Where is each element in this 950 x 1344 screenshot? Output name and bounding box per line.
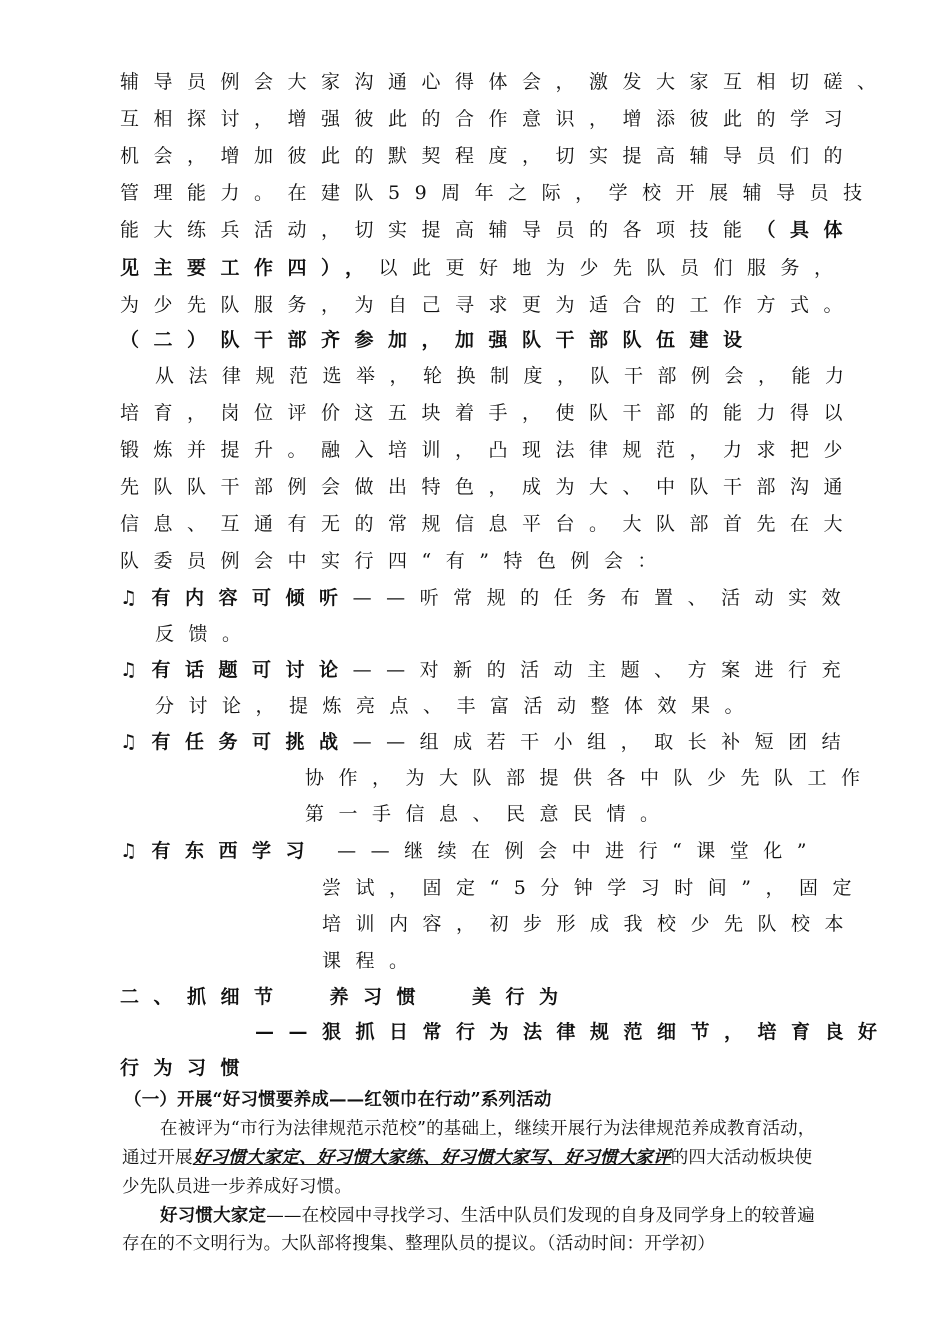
s2-line-2: 培育，岗位评价这五块着手，使队干部的能力得以 — [120, 402, 858, 424]
item-text-cont: 协作，为大队部提供各中队少先队工作 — [305, 767, 875, 789]
list-item — [120, 658, 855, 682]
p1-line-5-bold: （具体 — [756, 219, 858, 241]
s2-line-1: 从法律规范选举，轮换制度，队干部例会，能力 — [155, 365, 859, 387]
p1-line-7: 为少先队服务，为自己寻求更为适合的工作方式。 — [120, 294, 858, 316]
p1-line-4: 管理能力。在建队59周年之际，学校开展辅导员技 — [120, 182, 877, 204]
para-line: 存在的不文明行为。大队部将搜集、整理队员的提议。（活动时间：开学初） — [122, 1234, 716, 1254]
p1-line-6-text: 以此更好地为少先队员们服务， — [378, 257, 848, 279]
list-item — [120, 730, 855, 754]
item-text-cont: 分讨论，提炼亮点、丰富活动整体效果。 — [155, 695, 759, 717]
para-text: ——在校园中寻找学习、生活中队员们发现的自身及同学身上的较普遍 — [266, 1206, 815, 1226]
sub-heading: （一）开展“好习惯要养成——红领巾在行动”系列活动 — [124, 1090, 552, 1110]
p1-line-5 — [120, 218, 857, 242]
heading-part-c: 美行为 — [472, 986, 573, 1008]
s2-line-3: 锻炼并提升。融入培训，凸现法律规范，力求把少 — [120, 439, 858, 461]
item-text-cont: 培训内容，初步形成我校少先队校本 — [322, 913, 859, 935]
item-text: ——听常规的任务布置、活动实效 — [352, 587, 856, 609]
para-bold: 好习惯大家定 — [160, 1206, 267, 1226]
section-2-heading: （二）队干部齐参加，加强队干部队伍建设 — [120, 329, 757, 351]
music-note-icon: ♫ — [120, 731, 152, 753]
para-line: 在被评为“市行为法律规范示范校”的基础上，继续开展行为法律规范养成教育活动， — [160, 1119, 816, 1139]
s2-line-5: 信息、互通有无的常规信息平台。大队部首先在大 — [120, 513, 858, 535]
part-2-heading — [120, 985, 573, 1009]
heading-part-a: 二、抓细节 — [120, 986, 288, 1008]
p1-line-6-bold: 见主要工作四）， — [120, 257, 379, 279]
para-text: 的四大活动板块使 — [670, 1148, 813, 1168]
item-text: ——对新的活动主题、方案进行充 — [352, 659, 856, 681]
item-text-cont: 第一手信息、民意民情。 — [305, 803, 674, 825]
heading-part-b: 养习惯 — [329, 986, 431, 1008]
p1-line-6 — [120, 256, 848, 280]
item-title: 有东西学习 — [151, 840, 320, 862]
para-text: 通过开展 — [122, 1148, 193, 1168]
music-note-icon: ♫ — [120, 659, 152, 681]
para-line — [122, 1146, 812, 1170]
p1-line-5-text: 能大练兵活动，切实提高辅导员的各项技能 — [120, 219, 757, 241]
item-text: ——继续在例会中进行“课堂化” — [337, 840, 821, 862]
item-title: 有话题可讨论 — [151, 659, 353, 681]
s2-line-6: 队委员例会中实行四“有”特色例会： — [120, 550, 671, 572]
list-item — [120, 586, 855, 610]
item-title: 有内容可倾听 — [151, 587, 353, 609]
para-line: 少先队员进一步养成好习惯。 — [122, 1177, 353, 1197]
p1-line-1: 辅导员例会大家沟通心得体会，激发大家互相切磋、 — [120, 71, 891, 93]
item-text-cont: 课程。 — [322, 950, 423, 972]
music-note-icon: ♫ — [120, 587, 152, 609]
part-2-subtitle: ——狠抓日常行为法律规范细节，培育良好 — [255, 1021, 892, 1043]
item-title: 有任务可挑战 — [151, 731, 353, 753]
activity-blocks-text: 好习惯大家定、好习惯大家练、好习惯大家写、好习惯大家评 — [192, 1148, 671, 1168]
s2-line-4: 先队队干部例会做出特色，成为大、中队干部沟通 — [120, 476, 858, 498]
part-2-subtitle-cont: 行为习惯 — [120, 1057, 255, 1079]
music-note-icon: ♫ — [120, 840, 152, 862]
item-text-cont: 尝试，固定“5分钟学习时间”，固定 — [322, 877, 867, 899]
item-text-cont: 反馈。 — [155, 623, 256, 645]
item-text: ——组成若干小组，取长补短团结 — [352, 731, 856, 753]
p1-line-3: 机会，增加彼此的默契程度，切实提高辅导员们的 — [120, 145, 858, 167]
p1-line-2: 互相探讨，增强彼此的合作意识，增添彼此的学习 — [120, 108, 858, 130]
list-item — [120, 839, 821, 863]
para-line — [160, 1204, 815, 1228]
